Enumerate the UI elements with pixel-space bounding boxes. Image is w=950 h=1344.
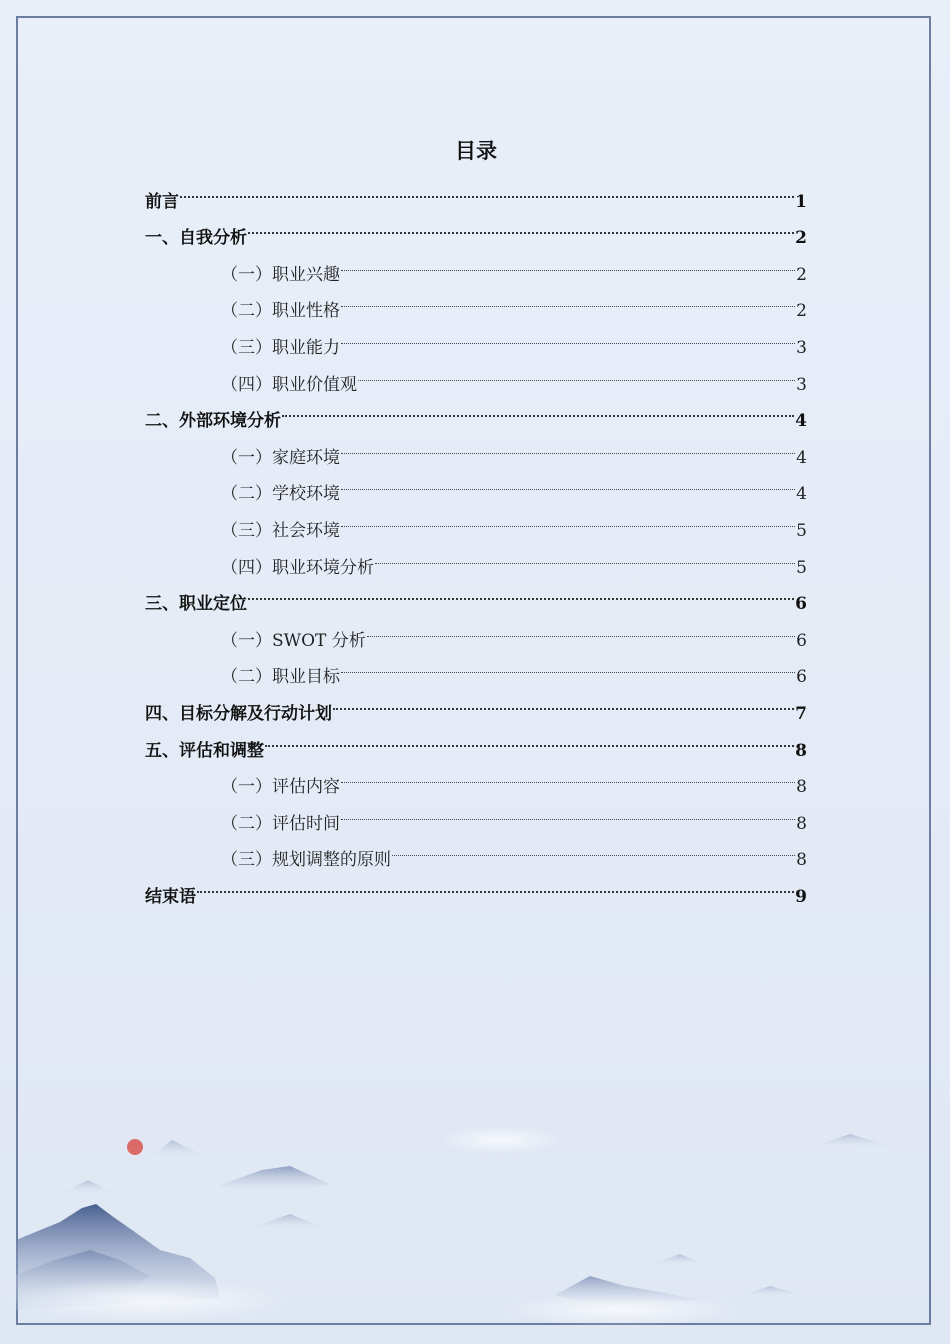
toc-page-number: 4 [795, 411, 807, 432]
toc-page-number: 8 [796, 777, 807, 798]
toc-page-number: 2 [796, 264, 807, 285]
toc-entry-label: 三、职业定位 [145, 594, 247, 615]
toc-dot-leader [282, 390, 794, 427]
toc-entry-label: （二）职业目标 [221, 667, 340, 688]
toc-dot-leader [392, 829, 795, 866]
toc-page-number: 6 [795, 594, 807, 615]
toc-dot-leader [375, 536, 795, 573]
toc-page-number: 9 [795, 886, 807, 907]
toc-entry-label: （二）评估时间 [221, 813, 340, 834]
toc-entry-label: （二）职业性格 [221, 301, 340, 322]
red-sun [127, 1139, 143, 1155]
toc-dot-leader [341, 646, 795, 683]
toc-title: 目录 [455, 138, 497, 163]
toc-list [145, 170, 807, 907]
toc-dot-leader [341, 463, 795, 500]
toc-entry-label: 前言 [145, 191, 179, 212]
toc-page-number: 5 [796, 520, 807, 541]
toc-entry-chapter[interactable] [145, 170, 807, 212]
toc-page-number: 6 [796, 630, 807, 651]
far-hill-small [60, 1180, 112, 1194]
toc-entry-label: 四、目标分解及行动计划 [145, 703, 332, 724]
toc-page-number: 5 [796, 557, 807, 578]
toc-page-number: 4 [796, 484, 807, 505]
toc-page-number: 3 [796, 337, 807, 358]
far-hill-mid [220, 1166, 330, 1192]
toc-dot-leader [367, 609, 795, 646]
toc-entry-label: 二、外部环境分析 [145, 411, 281, 432]
toc-entry-label: （一）职业兴趣 [221, 264, 340, 285]
toc-page-number: 2 [796, 301, 807, 322]
toc-entry-label: （一）评估内容 [221, 777, 340, 798]
toc-entry-label: 五、评估和调整 [145, 740, 264, 761]
toc-page-number: 6 [796, 667, 807, 688]
toc-entry-chapter[interactable] [145, 865, 807, 907]
toc-dot-leader [341, 792, 795, 829]
toc-dot-leader [333, 682, 794, 719]
toc-entry-label: （一）SWOT 分析 [221, 630, 366, 651]
toc-entry-label: （二）学校环境 [221, 484, 340, 505]
toc-page-number: 8 [796, 813, 807, 834]
mid-hill [250, 1214, 330, 1230]
toc-dot-leader [341, 756, 795, 793]
toc-dot-leader [248, 207, 794, 244]
ink-landscape-decoration [0, 1100, 950, 1344]
toc-dot-leader [341, 426, 795, 463]
mist-cloud [10, 1278, 290, 1322]
toc-dot-leader [180, 170, 794, 207]
toc-page-number: 2 [795, 228, 807, 249]
toc-dot-leader [265, 719, 794, 756]
toc-dot-leader [197, 865, 794, 902]
toc-entry-label: （三）社会环境 [221, 520, 340, 541]
hill-right-faint [740, 1286, 800, 1296]
toc-dot-leader [341, 280, 795, 317]
toc-entry-label: （三）职业能力 [221, 337, 340, 358]
toc-page-number: 3 [796, 374, 807, 395]
far-hill-left [150, 1140, 210, 1158]
toc-entry-label: （四）职业环境分析 [221, 557, 374, 578]
toc-dot-leader [358, 353, 795, 390]
toc-dot-leader [248, 573, 794, 610]
toc-entry-label: （一）家庭环境 [221, 447, 340, 468]
mist-cloud [500, 1294, 740, 1326]
toc-entry-label: 结束语 [145, 886, 196, 907]
toc-page-number: 1 [795, 191, 807, 212]
toc-entry-label: （四）职业价值观 [221, 374, 357, 395]
toc-entry-chapter[interactable] [145, 207, 807, 249]
toc-page-number: 8 [795, 740, 807, 761]
hill-right-far [820, 1134, 900, 1148]
toc-page-number: 4 [796, 447, 807, 468]
toc-page-number: 7 [795, 703, 807, 724]
toc-page-number: 8 [796, 850, 807, 871]
mist-cloud [440, 1126, 560, 1154]
toc-entry-label: （三）规划调整的原则 [221, 850, 391, 871]
toc-dot-leader [341, 243, 795, 280]
toc-dot-leader [341, 316, 795, 353]
table-of-contents [145, 132, 807, 907]
toc-entry-label: 一、自我分析 [145, 228, 247, 249]
hill-right-mid [650, 1254, 700, 1265]
toc-dot-leader [341, 499, 795, 536]
